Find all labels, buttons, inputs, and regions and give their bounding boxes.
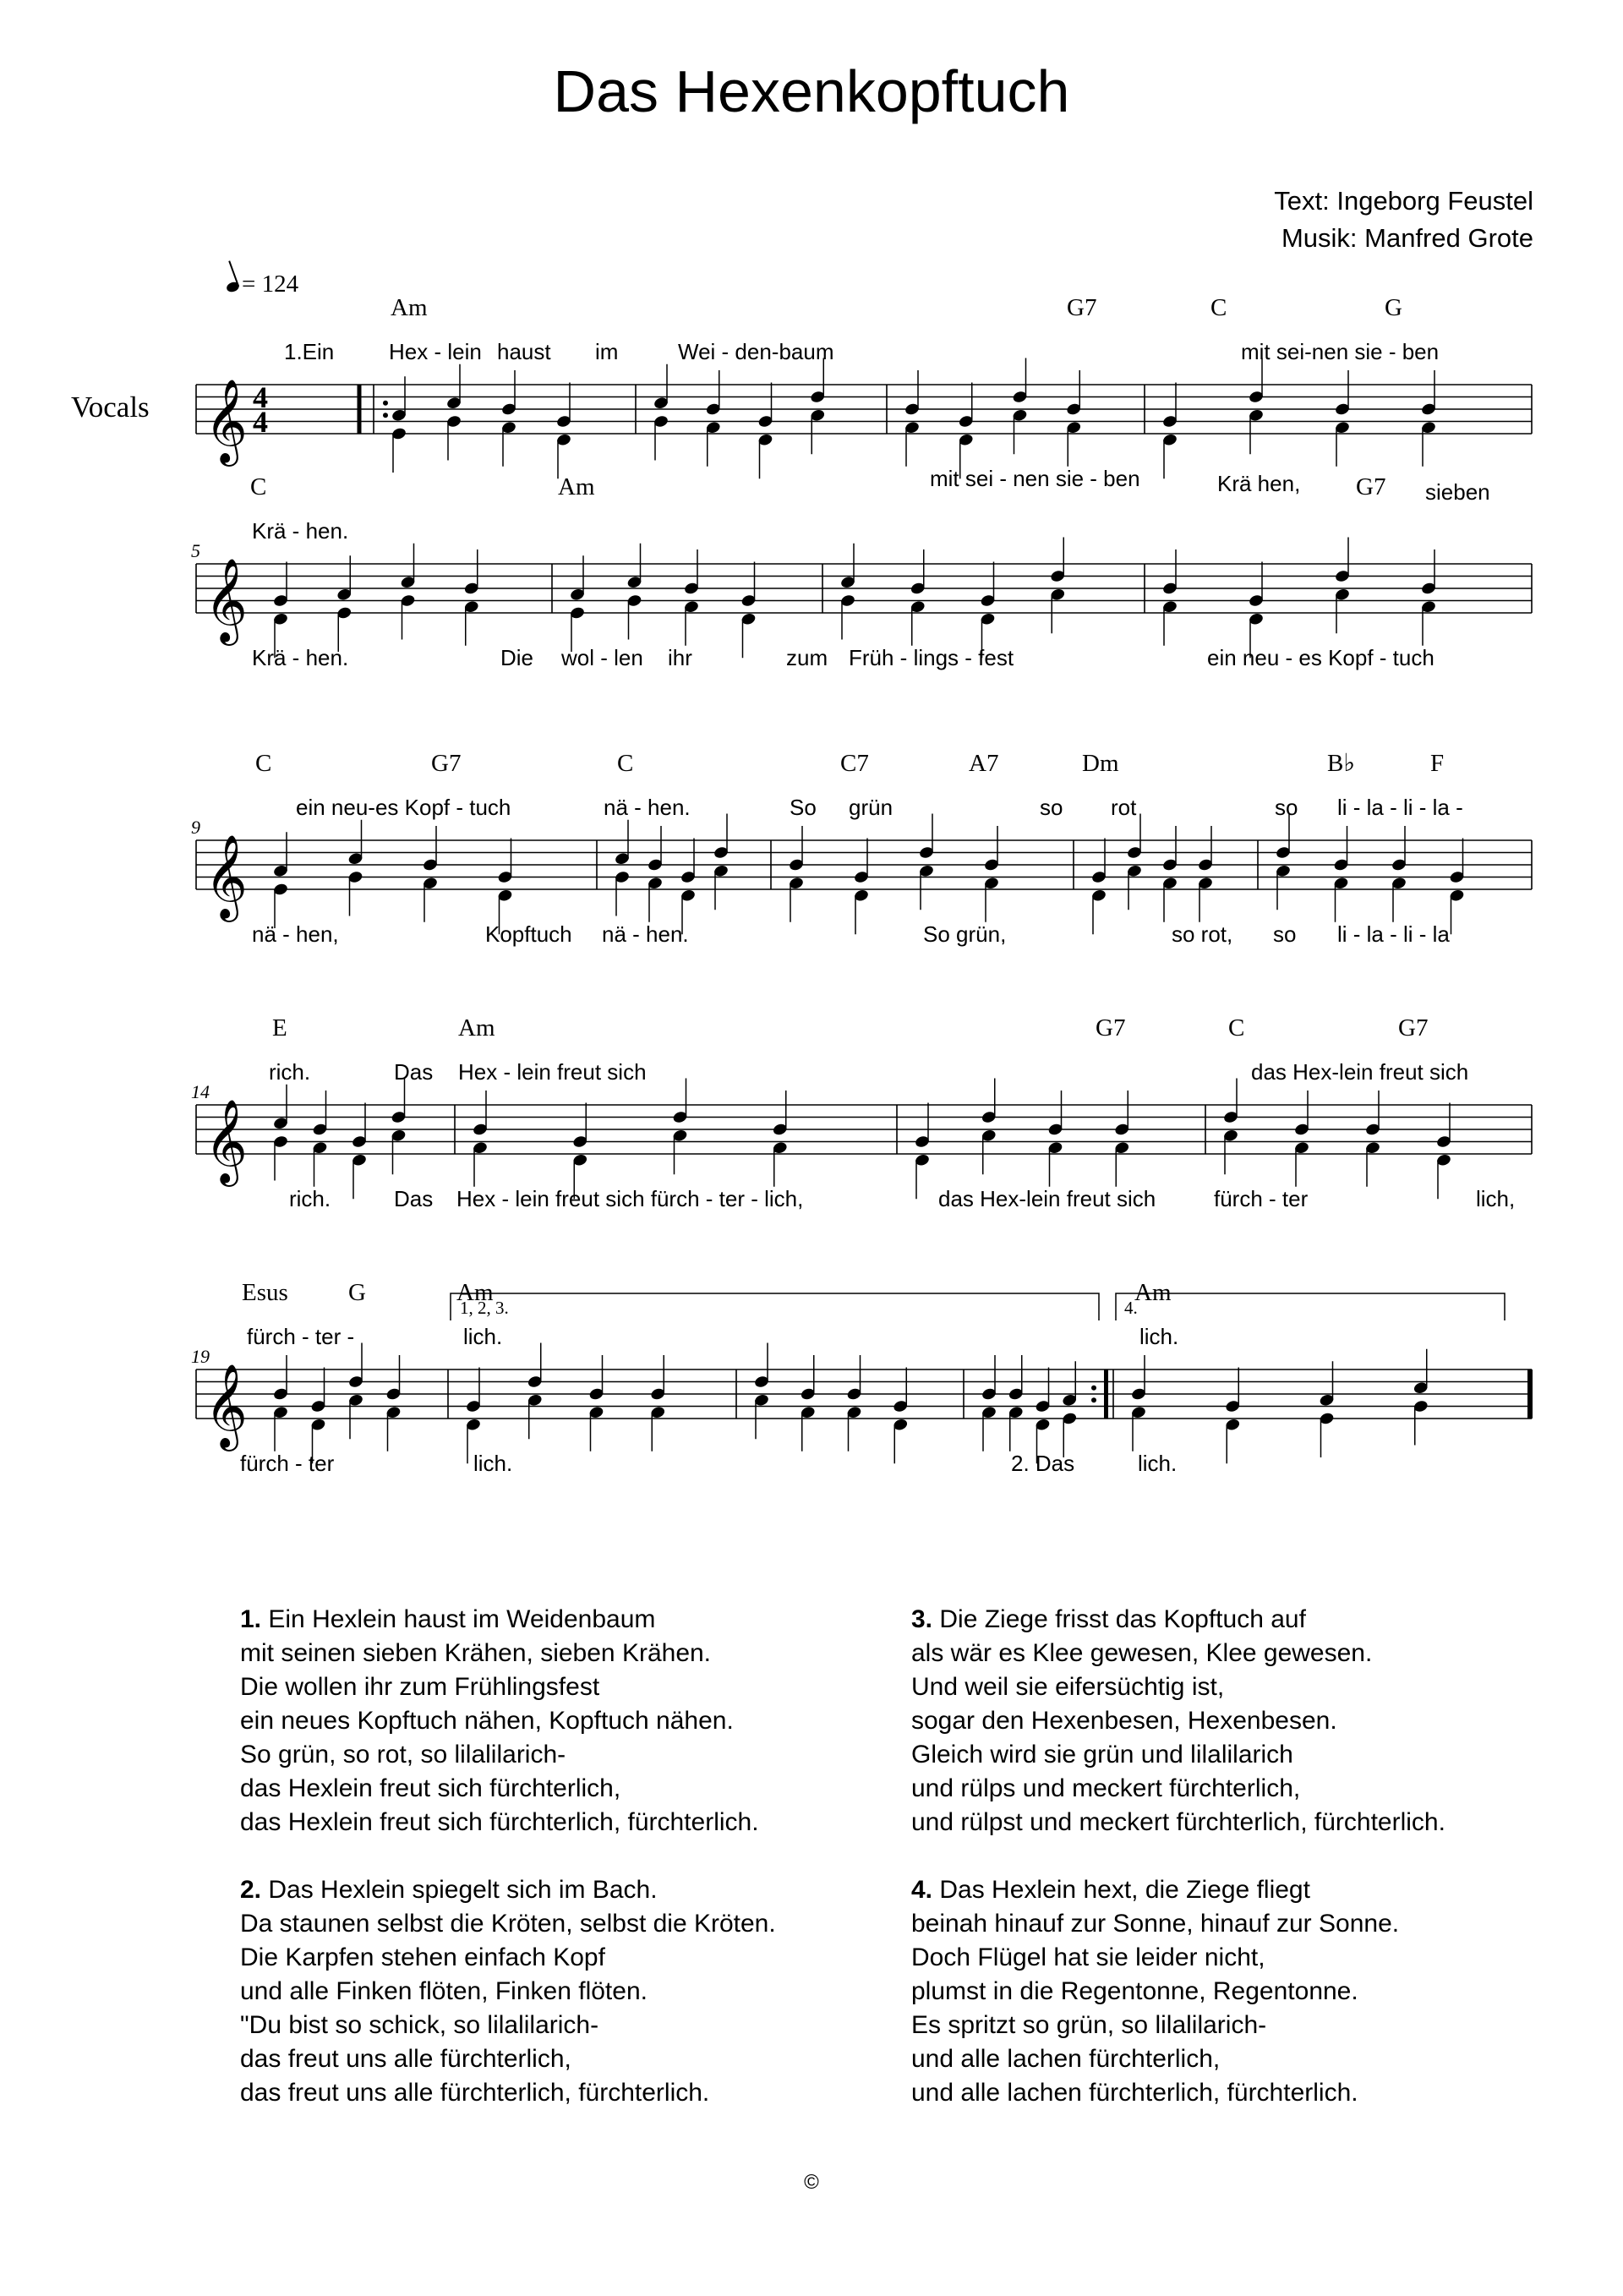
- chord-symbol: C: [255, 750, 272, 777]
- lyric-voice-1: Hex - lein freut sich: [458, 1059, 647, 1085]
- lyric-voice-2: so: [1273, 921, 1297, 947]
- chord-symbol: G7: [1096, 1014, 1126, 1041]
- verse-line: sogar den Hexenbesen, Hexenbesen.: [911, 1707, 1337, 1735]
- verse-2: [240, 1873, 776, 2110]
- measure-number: 5: [191, 540, 200, 561]
- verses-right-column: [911, 1603, 1445, 2144]
- lyric-voice-1: so: [1275, 795, 1298, 820]
- final-barline: [1527, 1369, 1533, 1419]
- verse-line: Es spritzt so grün, so lilalilarich-: [911, 2011, 1267, 2039]
- lyric-voice-1: das Hex-lein freut sich: [1251, 1059, 1469, 1085]
- chord-symbol: Am: [456, 1279, 494, 1306]
- verse-line: das Hexlein freut sich fürchterlich, fürchterlich.: [240, 1808, 759, 1836]
- chord-symbol: C: [1210, 294, 1227, 321]
- lyric-voice-1: nä - hen.: [604, 795, 691, 820]
- lyric-voice-1: fürch - ter -: [247, 1324, 355, 1349]
- lyric-voice-2: nä - hen.: [602, 921, 689, 947]
- chord-symbol: Am: [558, 473, 595, 500]
- lyric-voice-2: sieben: [1425, 479, 1490, 505]
- chord-symbol: B♭: [1327, 750, 1356, 777]
- lyric-voice-2: das Hex-lein freut sich: [938, 1186, 1156, 1211]
- volta-bracket: [451, 1293, 1099, 1320]
- measure-number: 14: [191, 1081, 210, 1102]
- verse-line: Und weil sie eifersüchtig ist,: [911, 1673, 1225, 1701]
- time-signature-top: 4: [253, 380, 268, 414]
- verse-line: "Du bist so schick, so lilalilarich-: [240, 2011, 599, 2039]
- lyric-voice-2: Kopftuch: [485, 921, 572, 947]
- treble-clef-icon: 𝄞: [205, 1365, 248, 1446]
- lyric-voice-1: Hex - lein: [389, 339, 482, 364]
- repeat-dot: [383, 413, 388, 418]
- chord-symbol: G: [348, 1279, 366, 1306]
- verse-line: und alle lachen fürchterlich,: [911, 2045, 1221, 2073]
- chord-symbol: G7: [431, 750, 462, 777]
- chord-symbol: C: [1228, 1014, 1245, 1041]
- verse-number: 1.: [240, 1605, 262, 1633]
- lyric-voice-1: rich.: [269, 1059, 311, 1085]
- chord-symbol: E: [272, 1014, 287, 1041]
- verse-line: und rülpst und meckert fürchterlich, fürchterlich.: [911, 1808, 1445, 1836]
- treble-clef-icon: 𝄞: [205, 380, 248, 462]
- verse-line: und rülps und meckert fürchterlich,: [911, 1774, 1301, 1802]
- lyric-voice-2: so rot,: [1172, 921, 1233, 947]
- verse-line: Die Karpfen stehen einfach Kopf: [240, 1943, 605, 1971]
- lyric-voice-2: fürch - ter: [240, 1451, 335, 1476]
- lyric-voice-2: wol - len: [561, 645, 643, 670]
- verse-number: 4.: [911, 1876, 933, 1904]
- lyric-voice-2: Hex - lein freut sich fürch - ter - lich,: [456, 1186, 804, 1211]
- lyric-voice-2: fürch - ter: [1214, 1186, 1309, 1211]
- lyric-voice-1: Wei - den-baum: [678, 339, 834, 364]
- song-title: Das Hexenkopftuch: [553, 58, 1070, 124]
- verse-line: als wär es Klee gewesen, Klee gewesen.: [911, 1639, 1373, 1667]
- verse-line: Das Hexlein spiegelt sich im Bach.: [268, 1876, 658, 1904]
- lyric-voice-2: ihr: [668, 645, 692, 670]
- volta-label: 1, 2, 3.: [460, 1298, 509, 1318]
- chord-symbol: G7: [1356, 473, 1386, 500]
- verses-left-column: [240, 1603, 776, 2144]
- lyric-voice-1: Krä - hen.: [252, 518, 349, 544]
- lyric-voice-1: haust: [497, 339, 551, 364]
- lyric-voice-1: rot: [1111, 795, 1137, 820]
- chord-symbol: A7: [969, 750, 999, 777]
- chord-symbol: Esus: [242, 1279, 288, 1306]
- lyric-voice-2: ein neu - es Kopf - tuch: [1207, 645, 1434, 670]
- volta-label: 4.: [1124, 1298, 1138, 1318]
- lyric-voice-2: rich.: [289, 1186, 331, 1211]
- verse-line: So grün, so rot, so lilalilarich-: [240, 1741, 566, 1768]
- lyric-voice-1: 1.Ein: [284, 339, 335, 364]
- verse-line: Das Hexlein hext, die Ziege fliegt: [939, 1876, 1310, 1904]
- chord-symbol: Am: [1134, 1279, 1172, 1306]
- verse-line: Die wollen ihr zum Frühlingsfest: [240, 1673, 600, 1701]
- lyric-voice-2: lich,: [1476, 1186, 1516, 1211]
- lyric-voice-2: zum: [786, 645, 828, 670]
- tempo-value: = 124: [242, 271, 299, 298]
- repeat-barline: [1104, 1369, 1108, 1419]
- lyric-voice-2: lich.: [473, 1451, 513, 1476]
- chord-symbol: C7: [840, 750, 869, 777]
- chord-symbol: G: [1385, 294, 1402, 321]
- treble-clef-icon: 𝄞: [205, 1101, 248, 1182]
- composer-credit: Musik: Manfred Grote: [1281, 223, 1533, 253]
- verse-line: das Hexlein freut sich fürchterlich,: [240, 1774, 621, 1802]
- chord-symbol: F: [1430, 750, 1445, 777]
- repeat-dot: [383, 401, 388, 406]
- verse-line: ein neues Kopftuch nähen, Kopftuch nähen.: [240, 1707, 734, 1735]
- verse-line: Doch Flügel hat sie leider nicht,: [911, 1943, 1265, 1971]
- verse-4: [911, 1873, 1445, 2110]
- verse-1: [240, 1603, 776, 1840]
- chord-symbol: G7: [1067, 294, 1097, 321]
- verse-line: Da staunen selbst die Kröten, selbst die Kröten.: [240, 1910, 776, 1938]
- chord-symbol: Am: [458, 1014, 495, 1041]
- lyric-voice-1: so: [1040, 795, 1063, 820]
- lyric-voice-1: ein neu-es Kopf - tuch: [296, 795, 511, 820]
- verse-line: Ein Hexlein haust im Weidenbaum: [268, 1605, 656, 1633]
- lyric-voice-2: Früh - lings - fest: [849, 645, 1014, 670]
- verse-line: das freut uns alle fürchterlich, fürchterlich.: [240, 2079, 710, 2107]
- lyric-voice-1: Das: [394, 1059, 434, 1085]
- volta-bracket: [1116, 1293, 1505, 1320]
- lyric-voice-2: nä - hen,: [252, 921, 339, 947]
- verse-number: 3.: [911, 1605, 933, 1633]
- chord-symbol: Am: [391, 294, 428, 321]
- lyric-voice-1: mit sei-nen sie - ben: [1241, 339, 1440, 364]
- verse-line: plumst in die Regentonne, Regentonne.: [911, 1977, 1358, 2005]
- repeat-dot: [1091, 1386, 1096, 1391]
- verse-line: Gleich wird sie grün und lilalilarich: [911, 1741, 1293, 1768]
- lyric-voice-2: So grün,: [923, 921, 1007, 947]
- verse-3: [911, 1603, 1445, 1840]
- verse-line: beinah hinauf zur Sonne, hinauf zur Sonne.: [911, 1910, 1400, 1938]
- lyric-voice-1: grün: [849, 795, 893, 820]
- measure-number: 19: [191, 1346, 210, 1367]
- verse-line: mit seinen sieben Krähen, sieben Krähen.: [240, 1639, 712, 1667]
- lyric-voice-1: lich.: [463, 1324, 503, 1349]
- lyric-voice-2: li - la - li - la: [1337, 921, 1450, 947]
- lyric-voice-1: im: [595, 339, 619, 364]
- lyric-voice-2: Das: [394, 1186, 434, 1211]
- lyric-voice-2: Krä - hen.: [252, 645, 349, 670]
- verse-line: und alle Finken flöten, Finken flöten.: [240, 1977, 648, 2005]
- verse-number: 2.: [240, 1876, 262, 1904]
- chord-symbol: C: [617, 750, 634, 777]
- lyric-voice-2: Die: [500, 645, 534, 670]
- verse-line: und alle lachen fürchterlich, fürchterlich.: [911, 2079, 1358, 2107]
- lyric-voice-1: So: [790, 795, 817, 820]
- repeat-dot: [1091, 1397, 1096, 1402]
- time-signature-bottom: 4: [253, 405, 268, 439]
- lyric-voice-2: Krä hen,: [1217, 471, 1301, 496]
- lyric-voice-2: 2. Das: [1011, 1451, 1075, 1476]
- lyric-voice-2: lich.: [1138, 1451, 1178, 1476]
- treble-clef-icon: 𝄞: [205, 560, 248, 641]
- lyric-voice-1: lich.: [1139, 1324, 1179, 1349]
- verse-line: das freut uns alle fürchterlich,: [240, 2045, 571, 2073]
- chord-symbol: C: [250, 473, 267, 500]
- lyric-voice-2: mit sei - nen sie - ben: [930, 466, 1140, 491]
- verse-line: Die Ziege frisst das Kopftuch auf: [939, 1605, 1306, 1633]
- chord-symbol: Dm: [1082, 750, 1119, 777]
- lyricist-credit: Text: Ingeborg Feustel: [1274, 186, 1533, 216]
- measure-number: 9: [191, 817, 200, 838]
- chord-symbol: G7: [1398, 1014, 1429, 1041]
- lyric-voice-1: li - la - li - la -: [1337, 795, 1463, 820]
- treble-clef-icon: 𝄞: [205, 836, 248, 917]
- instrument-name: Vocals: [71, 391, 150, 424]
- copyright-symbol: ©: [804, 2171, 819, 2194]
